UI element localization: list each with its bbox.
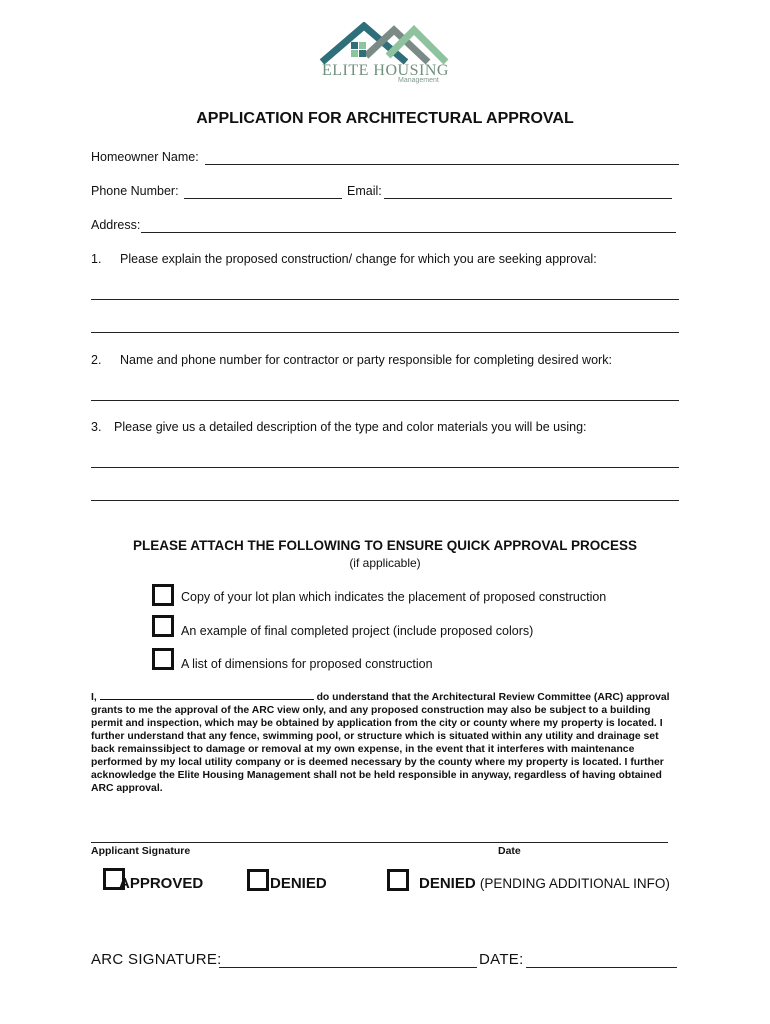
legal-prefix: I,: [91, 692, 97, 703]
denied-checkbox[interactable]: [247, 869, 269, 891]
denied-pending-label: [419, 875, 670, 892]
attach-item-lot-plan: Copy of your lot plan which indicates the placement of proposed construction: [181, 590, 607, 604]
question-3-answer-line[interactable]: [91, 467, 679, 468]
logo-subtitle: Management: [398, 77, 439, 84]
attach-item-dimensions: A list of dimensions for proposed construction: [181, 657, 433, 671]
denied-label: DENIED: [270, 875, 327, 892]
question-3-answer-line[interactable]: [91, 500, 679, 501]
question-1-answer-line[interactable]: [91, 299, 679, 300]
attach-subtitle: (if applicable): [349, 556, 421, 570]
address-label: Address:: [91, 218, 141, 232]
applicant-name-field[interactable]: [100, 689, 314, 700]
pending-note: (PENDING ADDITIONAL INFO): [479, 876, 670, 891]
address-field[interactable]: [141, 232, 676, 233]
question-1-number: 1.: [91, 252, 102, 266]
lot-plan-checkbox[interactable]: [152, 584, 174, 606]
applicant-signature-line[interactable]: [91, 842, 668, 843]
date-label: Date: [498, 845, 521, 857]
question-2-number: 2.: [91, 353, 102, 367]
example-project-checkbox[interactable]: [152, 615, 174, 637]
question-3-number: 3.: [91, 420, 102, 434]
phone-field[interactable]: [184, 198, 342, 199]
arc-signature-field[interactable]: [219, 967, 477, 968]
email-label: Email:: [347, 184, 382, 198]
homeowner-label: Homeowner Name:: [91, 150, 199, 164]
question-2-text: Name and phone number for contractor or party responsible for completing desired work:: [120, 353, 612, 367]
arc-date-field[interactable]: [526, 967, 677, 968]
phone-label: Phone Number:: [91, 184, 179, 198]
denied-pending-text: DENIED: [419, 875, 476, 892]
question-3-text: Please give us a detailed description of the type and color materials you will be using:: [114, 420, 587, 434]
approved-label: APPROVED: [119, 875, 204, 892]
homeowner-name-field[interactable]: [205, 164, 679, 165]
dimensions-checkbox[interactable]: [152, 648, 174, 670]
logo-name: ELITE HOUSING: [322, 62, 449, 79]
question-2-answer-line[interactable]: [91, 400, 679, 401]
form-title: APPLICATION FOR ARCHITECTURAL APPROVAL: [196, 110, 574, 127]
email-field[interactable]: [384, 198, 672, 199]
denied-pending-checkbox[interactable]: [387, 869, 409, 891]
legal-statement: [91, 689, 676, 795]
attach-item-example: An example of final completed project (include proposed colors): [181, 624, 534, 638]
question-1-answer-line[interactable]: [91, 332, 679, 333]
arc-signature-label: ARC SIGNATURE:: [91, 951, 222, 968]
question-1-text: Please explain the proposed construction/ change for which you are seeking approval:: [120, 252, 597, 266]
legal-text: do understand that the Architectural Review Committee (ARC) approval grants to me the approval of the ARC view only, and any proposed construction may also be subject to a building permit and inspection, which may be obtained by application from the city or county where my property is located. I further understand that any fence, swimming pool, or structure which is situated within any utility and drainage set back remainssibject to damage or removal at my own expense, in the event that it interferes with maintenance performed by my local utility company or is deemed necessary by the county where my property is located. I further acknowledge the Elite Housing Management shall not be held responsible in anyway, regardless of having obtained ARC approval.: [91, 692, 670, 794]
attach-title: PLEASE ATTACH THE FOLLOWING TO ENSURE QUICK APPROVAL PROCESS: [132, 538, 638, 553]
applicant-signature-label: Applicant Signature: [91, 845, 191, 857]
arc-date-label: DATE:: [479, 951, 524, 968]
